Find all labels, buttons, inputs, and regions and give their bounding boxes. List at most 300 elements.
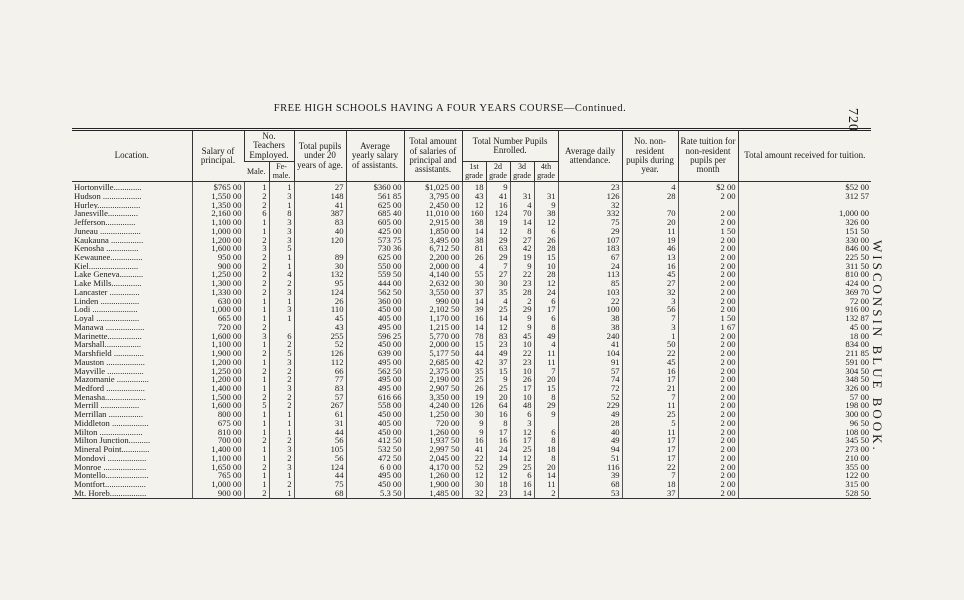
cell-grade-3: 16: [510, 480, 534, 489]
cell-avg-salary: 495 00: [346, 384, 404, 393]
cell-tuition: 355 00: [738, 463, 871, 472]
cell-tuition: [738, 201, 871, 210]
cell-avg-salary: 562 50: [346, 367, 404, 376]
cell-tuition: 273 00: [738, 445, 871, 454]
table-row: [72, 349, 871, 358]
cell-grade-4: 8: [534, 393, 558, 402]
cell-female: 3: [269, 463, 294, 472]
header-grade-2: 2d grade: [486, 162, 510, 182]
cell-tuition: 1,000 00: [738, 209, 871, 218]
cell-tuition: 311 50: [738, 262, 871, 271]
table-row: [72, 445, 871, 454]
cell-male: 2: [244, 262, 269, 271]
cell-rate: 2 00: [678, 358, 738, 367]
header-enrolled: Total Number Pupils Enrolled.: [462, 130, 558, 162]
cell-grade-1: 43: [462, 192, 486, 201]
cell-grade-4: 6: [534, 297, 558, 306]
cell-grade-3: 25: [510, 463, 534, 472]
cell-grade-1: 19: [462, 393, 486, 402]
cell-grade-2: 35: [486, 288, 510, 297]
cell-female: 3: [269, 192, 294, 201]
cell-grade-3: 22: [510, 349, 534, 358]
cell-grade-3: 27: [510, 236, 534, 245]
cell-avg-salary: 495 00: [346, 471, 404, 480]
cell-location: Kaukauna ...............: [74, 235, 144, 245]
cell-avg-salary: 616 66: [346, 393, 404, 402]
cell-location: Milton Junction..........: [74, 436, 151, 446]
cell-location: Kiel.......................: [74, 261, 139, 271]
header-female: Fe-male.: [269, 162, 294, 182]
cell-salary: 800 00: [192, 410, 244, 419]
table-row: [72, 332, 871, 341]
cell-avg-salary: 405 00: [346, 314, 404, 323]
cell-pupils: 110: [294, 305, 346, 314]
cell-nonresident: 46: [622, 244, 678, 253]
cell-grade-4: 9: [534, 410, 558, 419]
cell-salary: 1,250 00: [192, 270, 244, 279]
cell-location: Mt. Horeb.................: [72, 489, 192, 498]
cell-female: 2: [269, 393, 294, 402]
cell-female: 2: [269, 436, 294, 445]
cell-female: 5: [269, 349, 294, 358]
cell-salary: 1,600 00: [192, 401, 244, 410]
cell-grade-4: 6: [534, 314, 558, 323]
cell-nonresident: 56: [622, 305, 678, 314]
cell-male: 1: [244, 340, 269, 349]
cell-total-salaries: 6,712 50: [404, 244, 462, 253]
cell-salary: 1,550 00: [192, 192, 244, 201]
cell-rate: 2 00: [678, 445, 738, 454]
cell-salary: 1,400 00: [192, 384, 244, 393]
cell-attendance: 32: [558, 201, 622, 210]
header-teachers: No. Teachers Employed.: [244, 130, 294, 162]
cell-grade-1: 30: [462, 279, 486, 288]
cell-tuition: 45 00: [738, 323, 871, 332]
cell-grade-2: 18: [486, 480, 510, 489]
cell-total-salaries: 2,915 00: [404, 218, 462, 227]
cell-female: 1: [269, 489, 294, 498]
cell-location: Mauston ..................: [74, 357, 145, 367]
cell-male: 1: [244, 227, 269, 236]
cell-nonresident: 17: [622, 454, 678, 463]
cell-pupils: 387: [294, 209, 346, 218]
table-row: [72, 340, 871, 349]
cell-grade-4: 11: [534, 480, 558, 489]
table-row: [72, 471, 871, 480]
cell-grade-4: 12: [534, 218, 558, 227]
cell-rate: 2 00: [678, 262, 738, 271]
cell-pupils: 45: [294, 314, 346, 323]
cell-grade-2: 25: [486, 305, 510, 314]
cell-tuition: 369 70: [738, 288, 871, 297]
cell-avg-salary: 6 0 00: [346, 463, 404, 472]
cell-female: 2: [269, 480, 294, 489]
cell-grade-1: 9: [462, 428, 486, 437]
cell-location: Loyal ....................: [74, 314, 140, 323]
cell-male: 1: [244, 410, 269, 419]
cell-tuition: 424 00: [738, 279, 871, 288]
cell-rate: 2 00: [678, 192, 738, 201]
cell-female: 1: [269, 253, 294, 262]
cell-female: 2: [269, 375, 294, 384]
cell-grade-1: 35: [462, 367, 486, 376]
cell-grade-1: 44: [462, 349, 486, 358]
page-number: 720: [845, 108, 860, 132]
cell-grade-1: 38: [462, 236, 486, 245]
cell-attendance: 113: [558, 270, 622, 279]
table-row: [72, 227, 871, 236]
cell-grade-4: 24: [534, 288, 558, 297]
cell-location: Marinette................: [74, 331, 142, 341]
cell-tuition: 225 50: [738, 253, 871, 262]
cell-grade-2: 83: [486, 332, 510, 341]
cell-salary: 1,100 00: [192, 454, 244, 463]
cell-nonresident: 18: [622, 480, 678, 489]
cell-attendance: 51: [558, 454, 622, 463]
cell-pupils: 56: [294, 436, 346, 445]
cell-grade-3: 14: [510, 489, 534, 498]
cell-nonresident: 7: [622, 314, 678, 323]
cell-grade-3: 17: [510, 384, 534, 393]
cell-avg-salary: $360 00: [346, 182, 404, 192]
cell-pupils: 31: [294, 419, 346, 428]
cell-grade-3: 6: [510, 471, 534, 480]
cell-tuition: 304 50: [738, 367, 871, 376]
cell-female: 3: [269, 218, 294, 227]
header-grade-4: 4th grade: [534, 162, 558, 182]
cell-pupils: 124: [294, 463, 346, 472]
cell-avg-salary: 561 85: [346, 192, 404, 201]
cell-avg-salary: 412 50: [346, 436, 404, 445]
cell-attendance: 229: [558, 401, 622, 410]
cell-female: 1: [269, 419, 294, 428]
cell-total-salaries: 1,850 00: [404, 227, 462, 236]
cell-grade-3: 48: [510, 401, 534, 410]
cell-grade-3: 9: [510, 323, 534, 332]
cell-avg-salary: 625 00: [346, 253, 404, 262]
cell-pupils: 30: [294, 262, 346, 271]
cell-pupils: 26: [294, 297, 346, 306]
cell-pupils: 57: [294, 393, 346, 402]
cell-female: 3: [269, 236, 294, 245]
cell-attendance: 49: [558, 436, 622, 445]
cell-attendance: 91: [558, 358, 622, 367]
cell-location: Mayville .................: [74, 366, 144, 376]
cell-male: 2: [244, 489, 269, 498]
cell-female: 1: [269, 262, 294, 271]
cell-attendance: 29: [558, 227, 622, 236]
cell-grade-2: 41: [486, 192, 510, 201]
header-attendance: Average daily attendance.: [558, 130, 622, 182]
cell-total-salaries: 2,685 00: [404, 358, 462, 367]
cell-salary: 810 00: [192, 428, 244, 437]
cell-grade-4: 8: [534, 323, 558, 332]
cell-grade-1: 12: [462, 201, 486, 210]
cell-tuition: 151 50: [738, 227, 871, 236]
cell-total-salaries: 3,795 00: [404, 192, 462, 201]
cell-salary: 1,000 00: [192, 227, 244, 236]
cell-tuition: 210 00: [738, 454, 871, 463]
cell-total-salaries: 2,102 50: [404, 305, 462, 314]
cell-grade-3: 17: [510, 436, 534, 445]
cell-location: Kenosha ...............: [74, 244, 139, 253]
cell-tuition: 528 50: [738, 489, 871, 498]
cell-attendance: 107: [558, 236, 622, 245]
cell-nonresident: 17: [622, 375, 678, 384]
header-male: Male.: [244, 162, 269, 182]
cell-tuition: 846 00: [738, 244, 871, 253]
cell-avg-salary: 550 00: [346, 262, 404, 271]
cell-grade-3: 12: [510, 454, 534, 463]
cell-nonresident: 19: [622, 236, 678, 245]
cell-nonresident: 11: [622, 401, 678, 410]
cell-attendance: 240: [558, 332, 622, 341]
cell-nonresident: 7: [622, 393, 678, 402]
cell-female: 6: [269, 332, 294, 341]
cell-salary: 1,600 00: [192, 332, 244, 341]
cell-grade-2: 17: [486, 428, 510, 437]
cell-grade-2: 49: [486, 349, 510, 358]
cell-grade-1: 41: [462, 445, 486, 454]
cell-pupils: 112: [294, 358, 346, 367]
cell-attendance: 126: [558, 192, 622, 201]
cell-grade-4: 7: [534, 367, 558, 376]
cell-male: 1: [244, 297, 269, 306]
cell-avg-salary: 559 50: [346, 270, 404, 279]
cell-female: 1: [269, 201, 294, 210]
cell-total-salaries: 2,632 00: [404, 279, 462, 288]
cell-total-salaries: 1,485 00: [404, 489, 462, 498]
cell-grade-3: 45: [510, 332, 534, 341]
cell-grade-2: 12: [486, 323, 510, 332]
cell-male: 1: [244, 480, 269, 489]
cell-grade-1: 37: [462, 288, 486, 297]
cell-nonresident: 17: [622, 436, 678, 445]
cell-salary: 1,400 00: [192, 445, 244, 454]
cell-female: 4: [269, 270, 294, 279]
cell-pupils: 77: [294, 375, 346, 384]
table-row: [72, 305, 871, 314]
cell-male: 1: [244, 182, 269, 192]
cell-male: 1: [244, 445, 269, 454]
cell-total-salaries: 5,770 00: [404, 332, 462, 341]
table-row: [72, 375, 871, 384]
cell-nonresident: 17: [622, 445, 678, 454]
cell-female: 5: [269, 244, 294, 253]
cell-grade-1: 16: [462, 436, 486, 445]
cell-tuition: 122 00: [738, 471, 871, 480]
cell-rate: 2 00: [678, 375, 738, 384]
cell-attendance: 38: [558, 314, 622, 323]
table-row: [72, 367, 871, 376]
cell-male: 1: [244, 218, 269, 227]
header-avg-salary: Average yearly salary of assistants.: [346, 130, 404, 182]
cell-grade-3: [510, 182, 534, 192]
cell-male: 2: [244, 323, 269, 332]
cell-nonresident: 45: [622, 358, 678, 367]
cell-grade-1: 52: [462, 463, 486, 472]
cell-grade-4: 31: [534, 192, 558, 201]
cell-female: 1: [269, 297, 294, 306]
cell-female: 3: [269, 445, 294, 454]
cell-grade-1: 26: [462, 384, 486, 393]
cell-total-salaries: 2,997 50: [404, 445, 462, 454]
cell-rate: 2 00: [678, 270, 738, 279]
cell-avg-salary: 425 00: [346, 227, 404, 236]
cell-total-salaries: 3,495 00: [404, 236, 462, 245]
cell-attendance: 74: [558, 375, 622, 384]
cell-pupils: 61: [294, 410, 346, 419]
cell-salary: 900 00: [192, 262, 244, 271]
cell-pupils: 56: [294, 454, 346, 463]
cell-male: 5: [244, 401, 269, 410]
cell-grade-4: 6: [534, 428, 558, 437]
table-row: [72, 253, 871, 262]
cell-attendance: 116: [558, 463, 622, 472]
cell-pupils: 43: [294, 323, 346, 332]
cell-grade-4: 11: [534, 349, 558, 358]
cell-rate: 2 00: [678, 384, 738, 393]
table-row: [72, 182, 871, 192]
cell-tuition: 300 00: [738, 410, 871, 419]
cell-avg-salary: 472 50: [346, 454, 404, 463]
cell-grade-1: 9: [462, 419, 486, 428]
cell-grade-4: 4: [534, 340, 558, 349]
cell-salary: 720 00: [192, 323, 244, 332]
cell-pupils: 267: [294, 401, 346, 410]
cell-total-salaries: $1,025 00: [404, 182, 462, 192]
cell-grade-4: 20: [534, 375, 558, 384]
cell-grade-1: 30: [462, 480, 486, 489]
cell-avg-salary: 450 00: [346, 340, 404, 349]
table-row: [72, 463, 871, 472]
cell-attendance: 85: [558, 279, 622, 288]
cell-location: Milton ....................: [74, 427, 143, 437]
cell-grade-1: 16: [462, 314, 486, 323]
cell-grade-3: 9: [510, 314, 534, 323]
cell-salary: 765 00: [192, 471, 244, 480]
cell-male: 3: [244, 244, 269, 253]
cell-female: 2: [269, 401, 294, 410]
cell-grade-4: 49: [534, 332, 558, 341]
table-row: [72, 279, 871, 288]
cell-rate: 1 50: [678, 227, 738, 236]
cell-salary: 1,300 00: [192, 279, 244, 288]
cell-grade-2: 8: [486, 419, 510, 428]
cell-male: 1: [244, 471, 269, 480]
table-body: [72, 182, 871, 498]
cell-tuition: $52 00: [738, 182, 871, 192]
cell-male: 1: [244, 454, 269, 463]
cell-rate: 2 00: [678, 332, 738, 341]
table-row: [72, 454, 871, 463]
cell-nonresident: 25: [622, 410, 678, 419]
schools-table: [72, 128, 871, 499]
cell-grade-4: 38: [534, 209, 558, 218]
cell-tuition: 345 50: [738, 436, 871, 445]
cell-male: 2: [244, 270, 269, 279]
cell-attendance: 57: [558, 367, 622, 376]
header-location: Location.: [72, 130, 192, 182]
cell-salary: 1,600 00: [192, 244, 244, 253]
cell-rate: 2 00: [678, 305, 738, 314]
cell-avg-salary: 639 00: [346, 349, 404, 358]
cell-male: 2: [244, 236, 269, 245]
cell-rate: 2 00: [678, 480, 738, 489]
cell-location: Lodi .....................: [74, 305, 138, 315]
cell-total-salaries: 4,170 00: [404, 463, 462, 472]
cell-male: 1: [244, 419, 269, 428]
cell-grade-3: 29: [510, 305, 534, 314]
cell-grade-4: 8: [534, 454, 558, 463]
cell-rate: 2 00: [678, 209, 738, 218]
cell-grade-1: 160: [462, 209, 486, 218]
table-header: [72, 130, 871, 182]
table-row: [72, 436, 871, 445]
cell-grade-3: 4: [510, 201, 534, 210]
cell-location: Montfort...................: [74, 480, 146, 489]
cell-grade-2: 64: [486, 401, 510, 410]
cell-grade-3: 28: [510, 288, 534, 297]
cell-grade-1: 126: [462, 401, 486, 410]
cell-total-salaries: 4,140 00: [404, 270, 462, 279]
cell-pupils: 89: [294, 253, 346, 262]
cell-nonresident: 13: [622, 253, 678, 262]
cell-salary: 1,200 00: [192, 236, 244, 245]
cell-pupils: 44: [294, 428, 346, 437]
cell-male: 2: [244, 349, 269, 358]
cell-female: 2: [269, 340, 294, 349]
cell-rate: 2 00: [678, 297, 738, 306]
cell-female: 2: [269, 367, 294, 376]
cell-grade-2: 12: [486, 471, 510, 480]
cell-pupils: 132: [294, 270, 346, 279]
cell-rate: [678, 201, 738, 210]
cell-rate: 2 00: [678, 218, 738, 227]
cell-grade-3: 3: [510, 419, 534, 428]
cell-location: Marshall.................: [74, 340, 142, 350]
cell-location: Merrill ..................: [74, 401, 140, 411]
cell-tuition: 810 00: [738, 270, 871, 279]
header-nonresident: No. non-resident pupils during year.: [622, 130, 678, 182]
cell-male: 1: [244, 314, 269, 323]
cell-male: 1: [244, 358, 269, 367]
cell-female: 3: [269, 227, 294, 236]
cell-grade-1: 12: [462, 471, 486, 480]
cell-male: 2: [244, 201, 269, 210]
cell-location: Lake Mills..............: [74, 279, 142, 288]
cell-location: Monroe ....................: [74, 462, 147, 472]
cell-grade-3: 26: [510, 375, 534, 384]
cell-nonresident: 70: [622, 209, 678, 218]
cell-attendance: 52: [558, 393, 622, 402]
cell-total-salaries: 11,010 00: [404, 209, 462, 218]
cell-grade-2: 9: [486, 375, 510, 384]
cell-grade-2: 23: [486, 489, 510, 498]
cell-grade-4: 9: [534, 201, 558, 210]
cell-male: 1: [244, 428, 269, 437]
cell-location: Linden ..................: [74, 296, 140, 306]
cell-location: Manawa ..................: [74, 322, 145, 332]
cell-avg-salary: 532 50: [346, 445, 404, 454]
cell-total-salaries: 2,907 50: [404, 384, 462, 393]
cell-salary: 1,100 00: [192, 340, 244, 349]
header-salary: Salary of principal.: [192, 130, 244, 182]
cell-nonresident: 16: [622, 262, 678, 271]
cell-grade-3: 10: [510, 340, 534, 349]
cell-grade-1: 14: [462, 323, 486, 332]
cell-male: 2: [244, 436, 269, 445]
